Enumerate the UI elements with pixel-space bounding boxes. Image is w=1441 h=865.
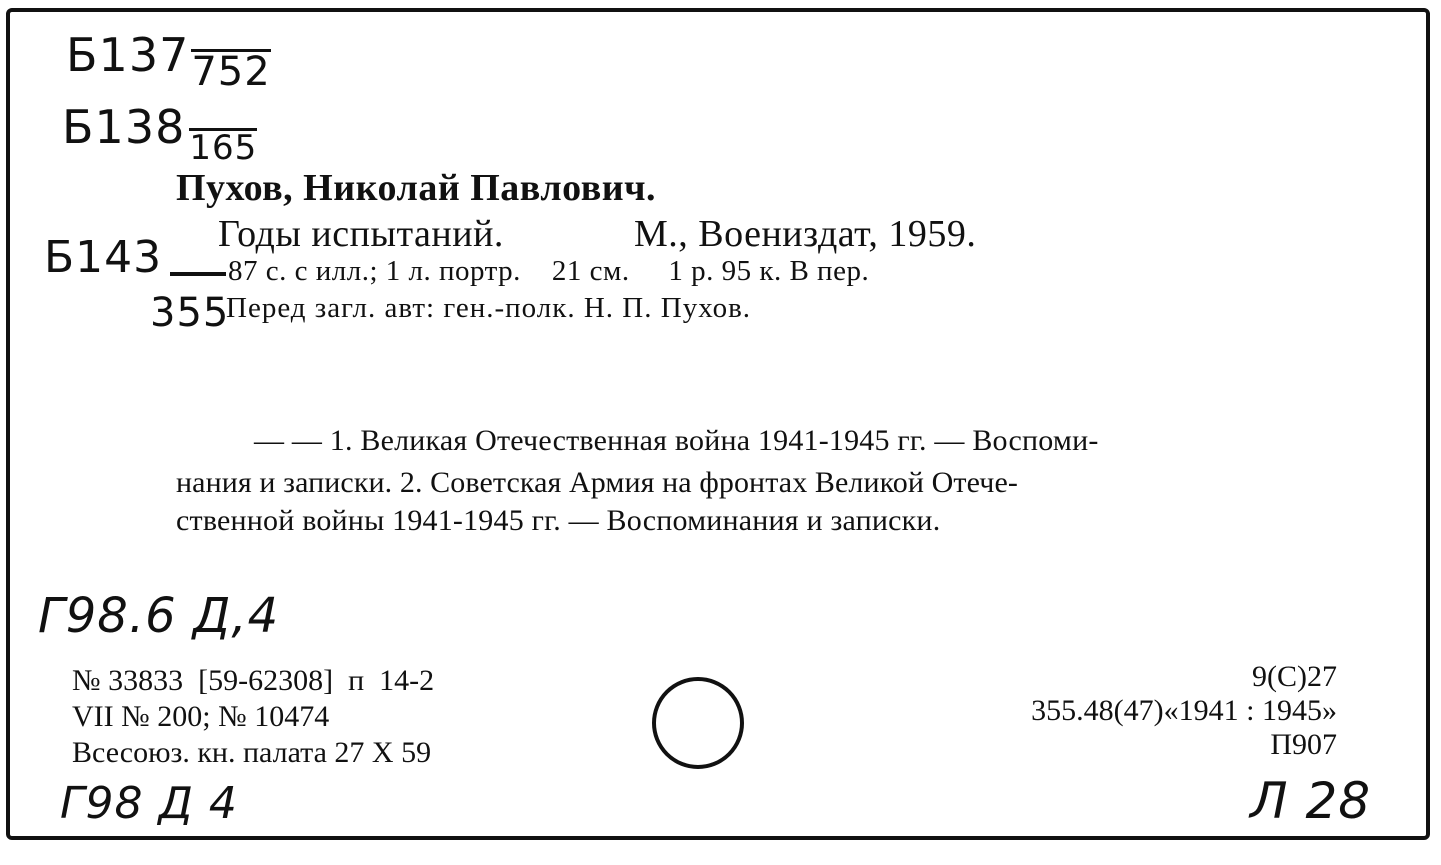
handwritten-code-2 [62,100,258,168]
handwritten-shelf-mark-2: Г98 Д 4 [60,778,238,829]
handwritten-code-2-main: Б138 [62,100,186,154]
footer-left-line-3: Всесоюз. кн. палата 27 Х 59 [72,736,432,769]
handwritten-code-3: Б143 [44,232,163,283]
footer-left-line-2: VII № 200; № 10474 [72,700,330,733]
handwritten-mark-right: Л 28 [1250,772,1372,830]
footer-left-line-1: № 33833 [59-62308] п 14-2 [72,664,435,697]
publication-line: М., Воениздат, 1959. [634,213,977,255]
note-line: Перед загл. авт: ген.-полк. Н. П. Пухов. [226,292,752,324]
handwritten-code-1-sub: 752 [191,49,271,95]
subject-line-1: — — 1. Великая Отечественная война 1941-1945 гг. — Воспоми- [254,424,1099,457]
handwritten-shelf-mark-1: Г98.6 Д,4 [38,588,280,644]
handwritten-code-4: 355 [150,290,230,336]
circle-stamp [652,677,744,769]
footer-right-line-1: 9(С)27 [1252,660,1337,693]
handwritten-code-3-dash [170,272,226,276]
subject-line-3: ственной войны 1941-1945 гг. — Воспоминания и записки. [176,504,941,537]
subject-line-2: нания и записки. 2. Советская Армия на фронтах Великой Отече- [176,466,1018,499]
author-heading: Пухов, Николай Павлович. [176,167,657,209]
handwritten-code-1-main: Б137 [66,28,190,82]
physical-description: 87 с. с илл.; 1 л. портр. 21 см. 1 р. 95 к. В пер. [228,255,870,287]
handwritten-code-1 [66,28,271,95]
handwritten-code-2-sub: 165 [189,128,258,168]
footer-right-line-2: 355.48(47)«1941 : 1945» [1031,694,1337,727]
title-line: Годы испытаний. [218,213,504,255]
footer-right-line-3: П907 [1270,728,1337,761]
